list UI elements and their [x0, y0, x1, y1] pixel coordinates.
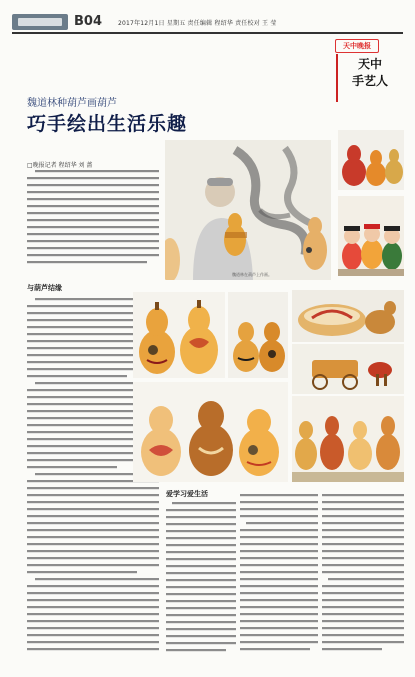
header-rule — [12, 32, 403, 34]
gourd-photo-bowl — [292, 290, 404, 342]
article-title: 巧手绘出生活乐趣 — [27, 113, 188, 135]
gourd-photo-large-pair — [133, 292, 225, 378]
gourd-photo-small-pair-image — [228, 292, 288, 378]
body-text-block-center-right — [240, 492, 318, 660]
section-heading-1: 与葫芦结缘 — [27, 284, 62, 292]
body-text-block-right — [322, 492, 404, 660]
gourd-photo-row-image — [292, 396, 404, 482]
artist-painting-photo-image — [165, 140, 331, 280]
gourd-photo-decorated-trio-image — [133, 382, 288, 482]
photo-caption: 魏道林在葫芦上作画。 — [232, 272, 272, 277]
gourd-photo-red-small — [338, 130, 404, 190]
gourd-photo-carriage-image — [292, 344, 404, 394]
page-number: B04 — [74, 14, 102, 29]
article-subtitle: 魏道林种葫芦画葫芦 — [27, 98, 117, 109]
column-name-line1: 天中 — [357, 57, 382, 71]
gourd-photo-large-pair-image — [133, 292, 225, 378]
section-heading-2: 爱学习爱生活 — [166, 490, 208, 498]
body-text-block-intro — [27, 168, 159, 278]
gourd-photo-small-pair — [228, 292, 288, 378]
gourd-photo-dolls-image — [338, 196, 404, 276]
gourd-photo-decorated-trio — [133, 382, 288, 482]
body-text-block-center — [166, 500, 236, 660]
artist-painting-photo — [165, 140, 331, 280]
newspaper-logo — [12, 14, 68, 30]
gourd-photo-red-small-image — [338, 130, 404, 190]
gourd-photo-bowl-image — [292, 290, 404, 342]
brand-badge: 天中晚报 — [335, 39, 379, 53]
header-meta: 2017年12月1日 星期五 责任编辑 程绍华 责任校对 王 莹 — [118, 20, 277, 27]
gourd-photo-dolls — [338, 196, 404, 276]
article-byline: □晚报记者 程绍华 刘 蔷 — [27, 162, 93, 169]
column-name — [340, 56, 400, 100]
column-name-line2: 手艺人 — [351, 74, 388, 88]
gourd-photo-carriage — [292, 344, 404, 394]
gourd-photo-row — [292, 396, 404, 482]
